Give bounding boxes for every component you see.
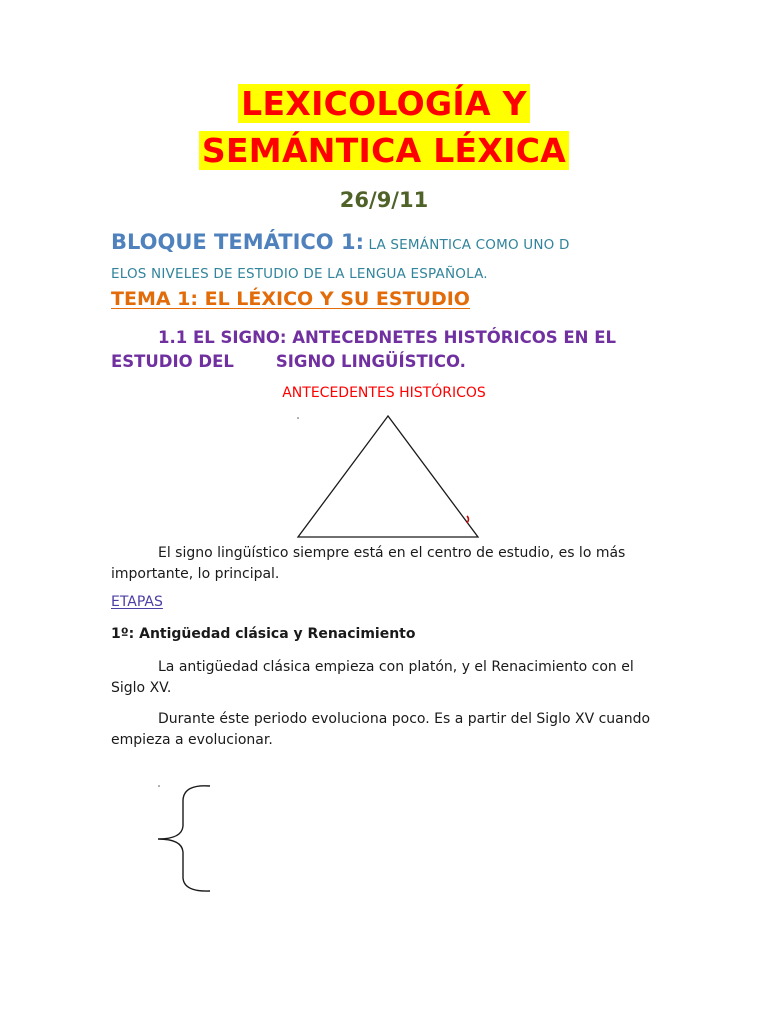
paragraph-1 — [111, 543, 656, 585]
paragraph-2 — [111, 657, 656, 699]
red-mark — [467, 516, 469, 523]
tema-heading: TEMA 1: EL LÉXICO Y SU ESTUDIO — [111, 288, 470, 310]
triangle-shape — [298, 416, 478, 537]
section-line-2b: SIGNO LINGÜÍSTICO. — [275, 352, 466, 371]
bloque-text-1: LA SEMÁNTICA COMO UNO D — [363, 237, 570, 253]
bloque-label: BLOQUE TEMÁTICO 1: — [111, 230, 364, 254]
curly-brace-diagram-icon — [150, 780, 220, 900]
title-line-2 — [0, 131, 768, 171]
paragraph-2-text: La antigüedad clásica empieza con platón, y el Renacimiento con el Siglo XV. — [111, 659, 634, 696]
paragraph-3 — [111, 709, 656, 751]
etapa-1-heading: 1º: Antigüedad clásica y Renacimiento — [111, 626, 416, 642]
title-text-1: LEXICOLOGÍA Y — [238, 84, 530, 123]
bloque-tematico — [111, 228, 671, 288]
paragraph-1-text: El signo lingüístico siempre está en el centro de estudio, es lo más importante, lo principal. — [111, 545, 626, 582]
antecedentes-heading: ANTECEDENTES HISTÓRICOS — [282, 385, 486, 401]
section-line-2 — [111, 350, 671, 374]
title-line-1 — [0, 84, 768, 124]
triangle-diagram-icon — [290, 410, 480, 542]
section-line-2a: ESTUDIO DEL — [111, 352, 234, 371]
brace-shape — [158, 786, 210, 891]
section-line-1: 1.1 EL SIGNO: ANTECEDNETES HISTÓRICOS EN EL — [158, 328, 616, 347]
paragraph-3-text: Durante éste periodo evoluciona poco. Es a partir del Siglo XV cuando empieza a evolucionar. — [111, 711, 651, 748]
section-heading — [111, 326, 671, 374]
bloque-text-2: ELOS NIVELES DE ESTUDIO DE LA LENGUA ESPAÑOLA. — [111, 266, 488, 282]
title-text-2: SEMÁNTICA LÉXICA — [199, 131, 569, 170]
etapas-heading: ETAPAS — [111, 594, 163, 610]
date: 26/9/11 — [339, 188, 429, 212]
